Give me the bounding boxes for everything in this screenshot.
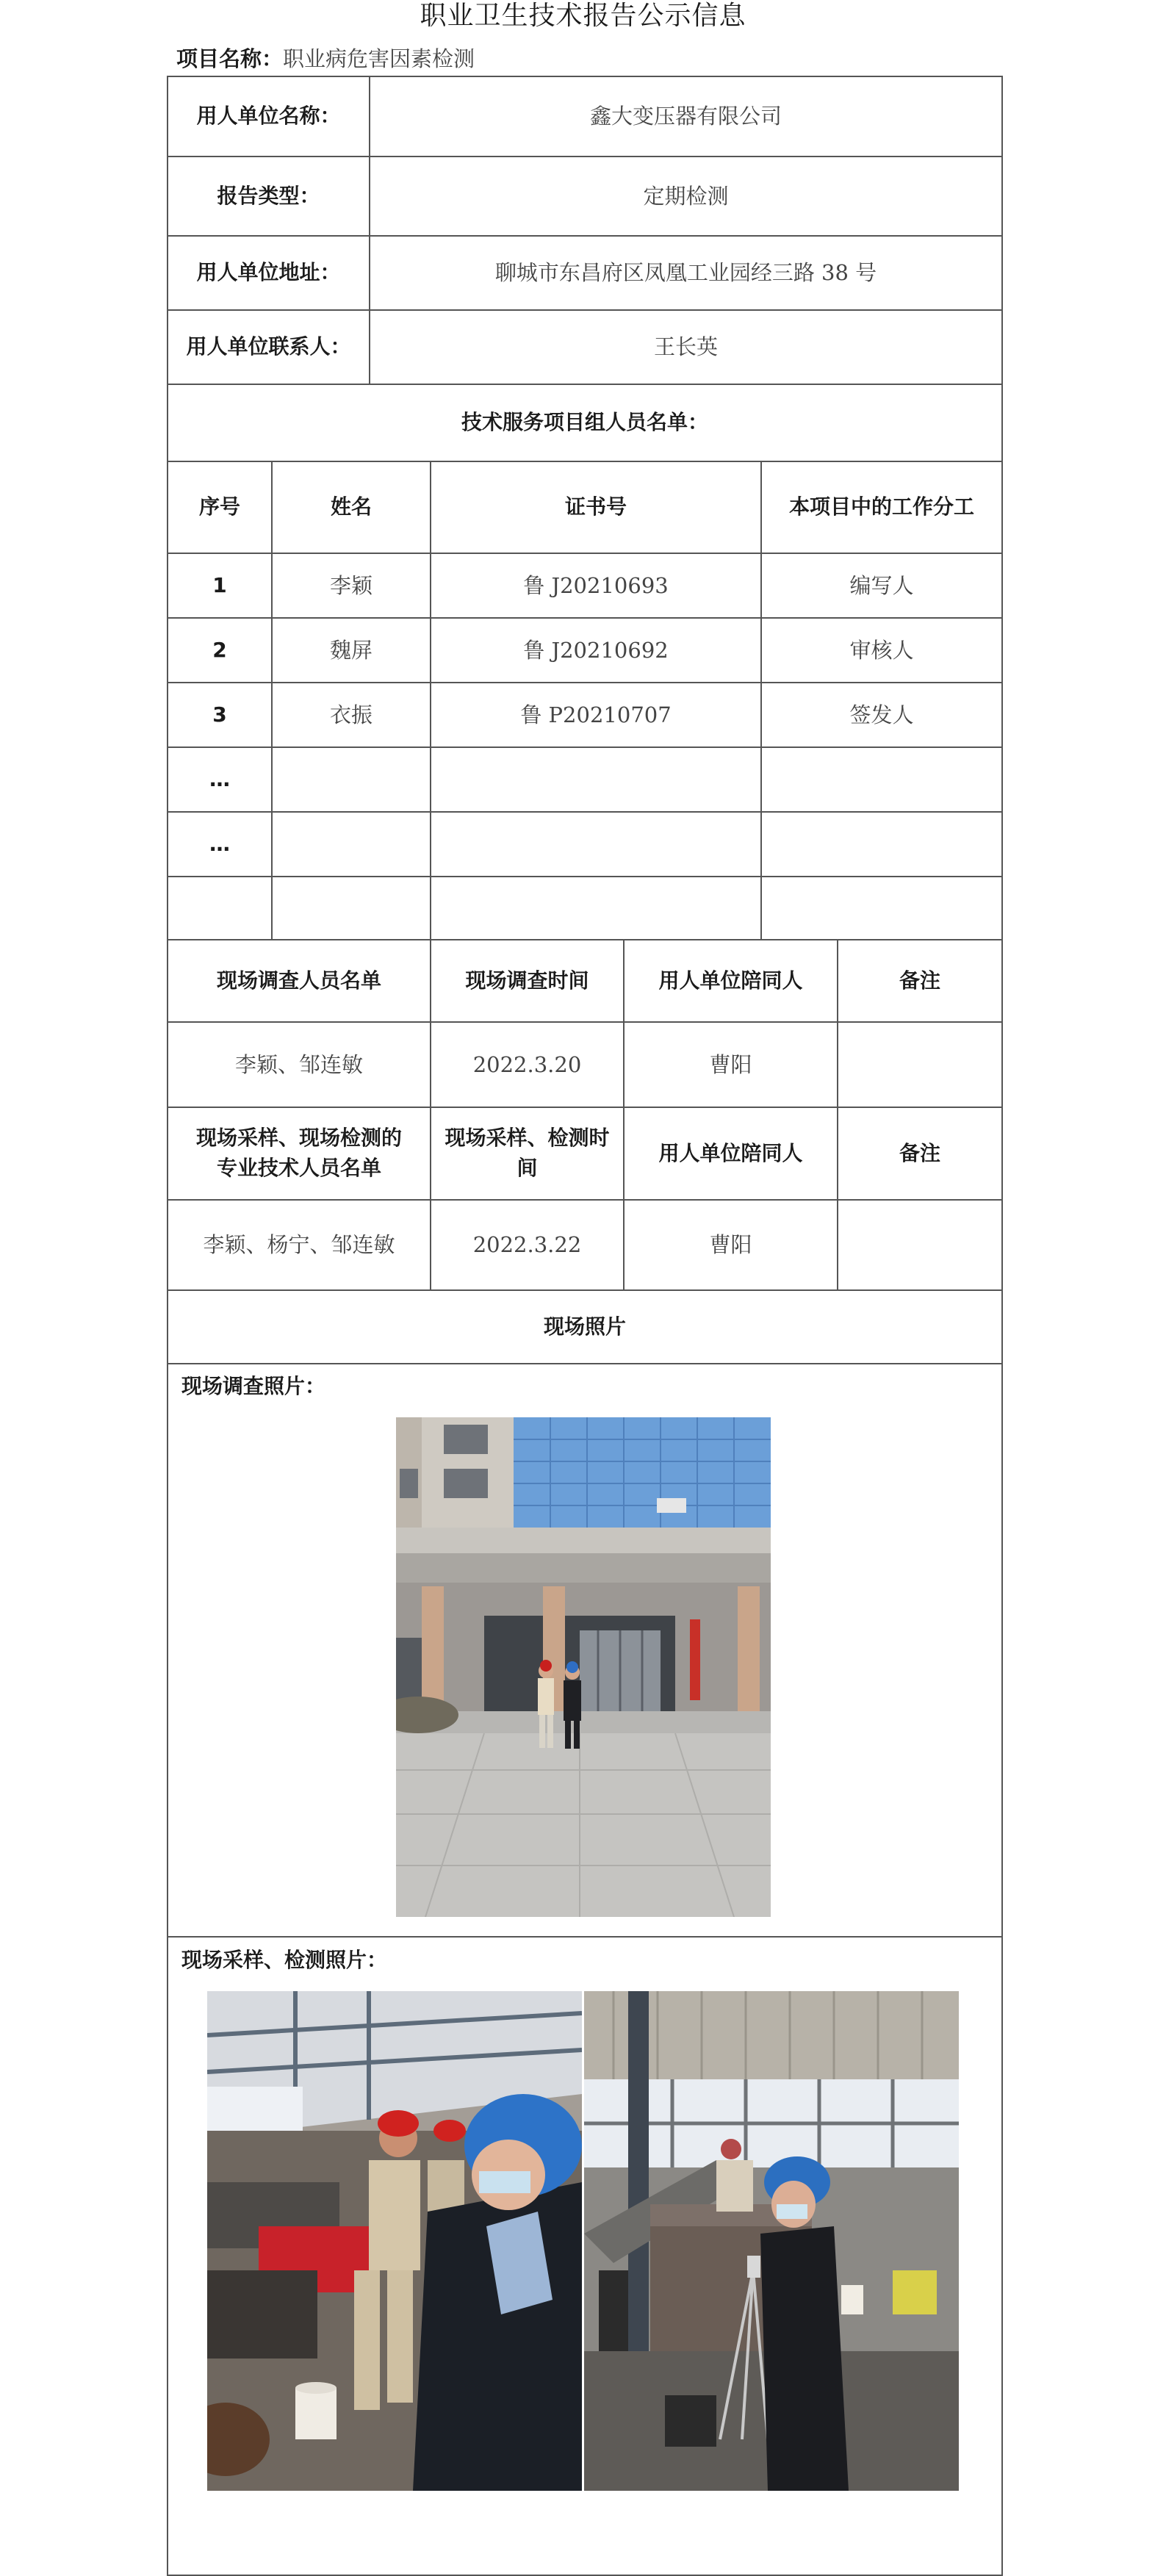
report-type-value: 定期检测 — [643, 183, 729, 209]
contact-value: 王长英 — [653, 334, 718, 360]
team-cert-number: 鲁 J20210693 — [523, 572, 669, 598]
sampling-header-remark: 备注 — [899, 1140, 940, 1165]
unit-name-label: 用人单位名称： — [196, 104, 341, 129]
sampling-header-escort: 用人单位陪同人 — [658, 1140, 803, 1165]
team-member-name: 衣振 — [329, 702, 373, 727]
survey-time: 2022.3.20 — [472, 1051, 582, 1077]
address-label: 用人单位地址： — [196, 260, 341, 285]
survey-escort: 曹阳 — [709, 1051, 752, 1077]
sampling-staff: 李颖、杨宁、邹连敏 — [203, 1232, 395, 1258]
sampling-time: 2022.3.22 — [472, 1232, 582, 1258]
survey-header-remark: 备注 — [899, 968, 940, 993]
team-role: 编写人 — [849, 572, 914, 598]
project-name-value: 职业病危害因素检测 — [283, 46, 475, 71]
team-role: 审核人 — [849, 637, 914, 663]
photos-heading: 现场照片 — [543, 1314, 626, 1339]
team-index: … — [209, 831, 230, 856]
survey-header-staff: 现场调查人员名单 — [216, 968, 381, 993]
sampling-photo-tripod — [584, 1991, 959, 2491]
sampling-photo-label: 现场采样、检测照片： — [181, 1947, 388, 1972]
team-index — [168, 877, 271, 939]
team-member-name: 魏屏 — [329, 637, 373, 663]
address-value: 聊城市东昌府区凤凰工业园经三路 38 号 — [494, 260, 877, 286]
team-header-cert: 证书号 — [564, 494, 627, 519]
survey-photo-building — [396, 1417, 771, 1917]
team-role: 签发人 — [849, 702, 914, 727]
survey-header-escort: 用人单位陪同人 — [658, 968, 803, 993]
project-name — [176, 43, 475, 75]
team-cert-number: 鲁 P20210707 — [520, 702, 672, 727]
contact-label: 用人单位联系人： — [186, 334, 351, 359]
page-title: 职业卫生技术报告公示信息 — [420, 1, 746, 31]
survey-header-time: 现场调查时间 — [465, 968, 589, 993]
sampling-remark — [838, 1201, 1001, 1289]
survey-staff: 李颖、邹连敏 — [234, 1051, 363, 1077]
team-cert-number: 鲁 J20210692 — [523, 637, 669, 663]
report-type-label: 报告类型： — [217, 183, 320, 208]
sampling-header-staff: 现场采样、现场检测的专业技术人员名单 — [195, 1126, 402, 1180]
unit-name-value: 鑫大变压器有限公司 — [589, 104, 782, 129]
team-index: … — [209, 766, 230, 791]
team-header-role: 本项目中的工作分工 — [788, 494, 974, 519]
project-name-label: 项目名称： — [176, 46, 284, 71]
team-index: 3 — [212, 702, 227, 727]
sampling-escort: 曹阳 — [709, 1232, 752, 1258]
team-member-name: 李颖 — [329, 572, 373, 598]
team-heading: 技术服务项目组人员名单： — [461, 410, 708, 435]
team-index: 2 — [212, 637, 227, 662]
team-header-name: 姓名 — [330, 494, 372, 519]
team-header-index: 序号 — [198, 494, 240, 519]
survey-photo-label: 现场调查照片： — [181, 1373, 326, 1398]
sampling-photo-workshop — [207, 1991, 582, 2491]
team-index: 1 — [212, 572, 227, 597]
survey-remark — [838, 1023, 1001, 1107]
sampling-header-time: 现场采样、检测时间 — [445, 1126, 610, 1180]
